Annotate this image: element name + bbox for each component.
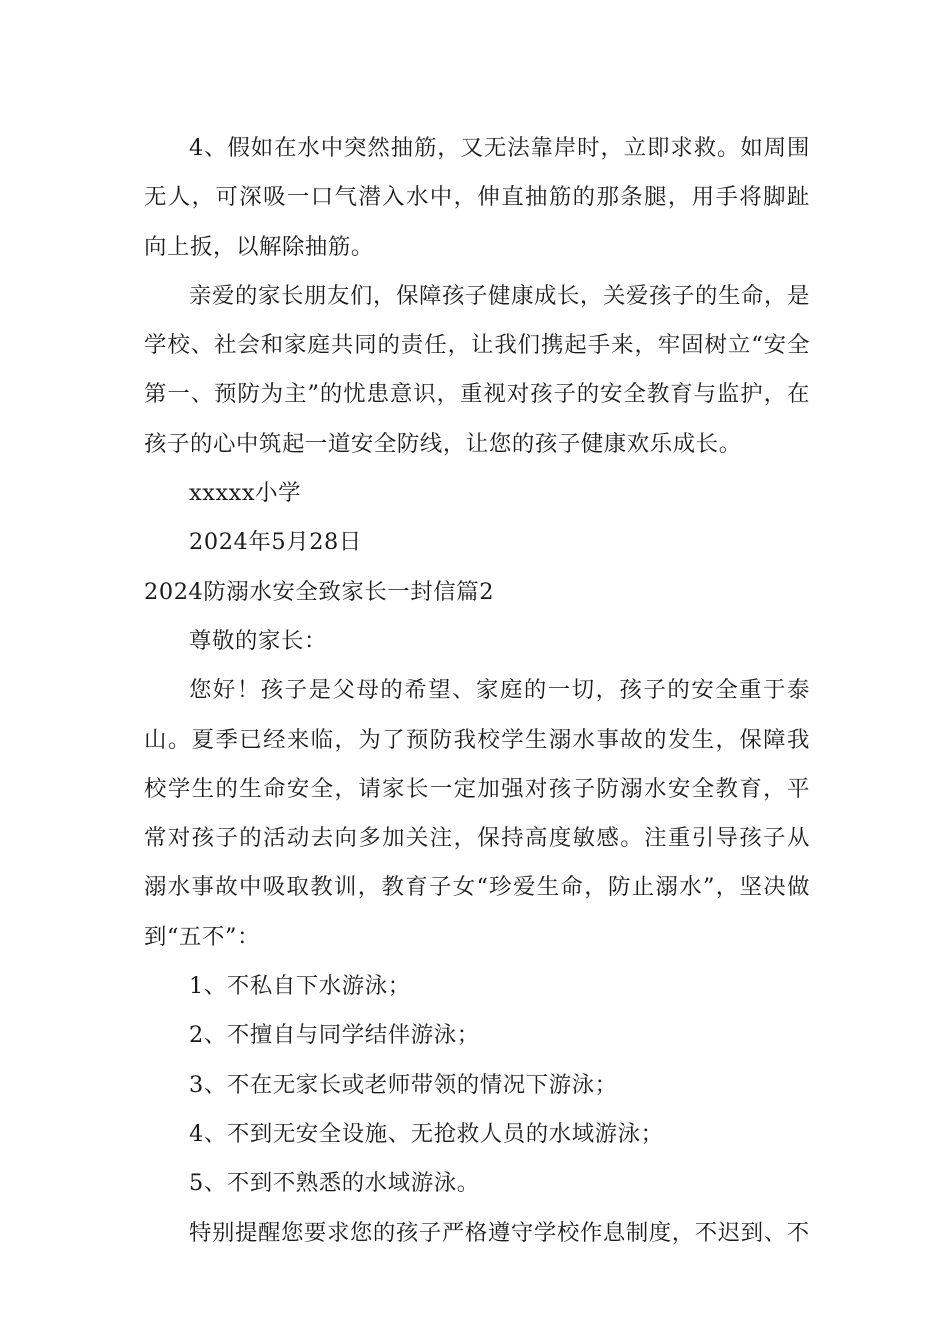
list-item-rule-1: 1、不私自下水游泳； [189,973,411,1000]
signature-school: xxxxx小学 [189,480,302,507]
section-heading: 2024防溺水安全致家长一封信篇2 [144,578,495,605]
list-item-rule-5: 5、不到不熟悉的水域游泳。 [189,1170,480,1197]
signature-date: 2024年5月28日 [189,529,362,556]
paragraph-cramp-advice: 4、假如在水中突然抽筋，又无法靠岸时，立即求救。如周围无人，可深吸一口气潜入水中，伸直抽筋的那条腿，用手将脚趾向上扳，以解除抽筋。 [144,135,810,260]
paragraph-reminder: 特别提醒您要求您的孩子严格遵守学校作息制度，不迟到、不 [189,1219,810,1246]
paragraph-closing-appeal: 亲爱的家长朋友们，保障孩子健康成长，关爱孩子的生命，是学校、社会和家庭共同的责任，让我们携起手来，牢固树立“安全第一、预防为主”的忧患意识，重视对孩子的安全教育与监护，在孩子的心中筑起一道安全防线，让您的孩子健康欢乐成长。 [144,282,810,457]
paragraph-intro: 您好！孩子是父母的希望、家庭的一切，孩子的安全重于泰山。夏季已经来临，为了预防我校学生溺水事故的发生，保障我校学生的生命安全，请家长一定加强对孩子防溺水安全教育，平常对孩子的活动去向多加关注，保持高度敏感。注重引导孩子从溺水事故中吸取教训，教育子女“珍爱生命，防止溺水”，坚决做到“五不”： [144,677,810,950]
document-page [144,124,810,1258]
list-item-rule-4: 4、不到无安全设施、无抢救人员的水域游泳； [189,1120,664,1147]
list-item-rule-2: 2、不擅自与同学结伴游泳； [189,1022,480,1049]
salutation: 尊敬的家长： [189,627,327,654]
list-item-rule-3: 3、不在无家长或老师带领的情况下游泳； [189,1071,618,1098]
